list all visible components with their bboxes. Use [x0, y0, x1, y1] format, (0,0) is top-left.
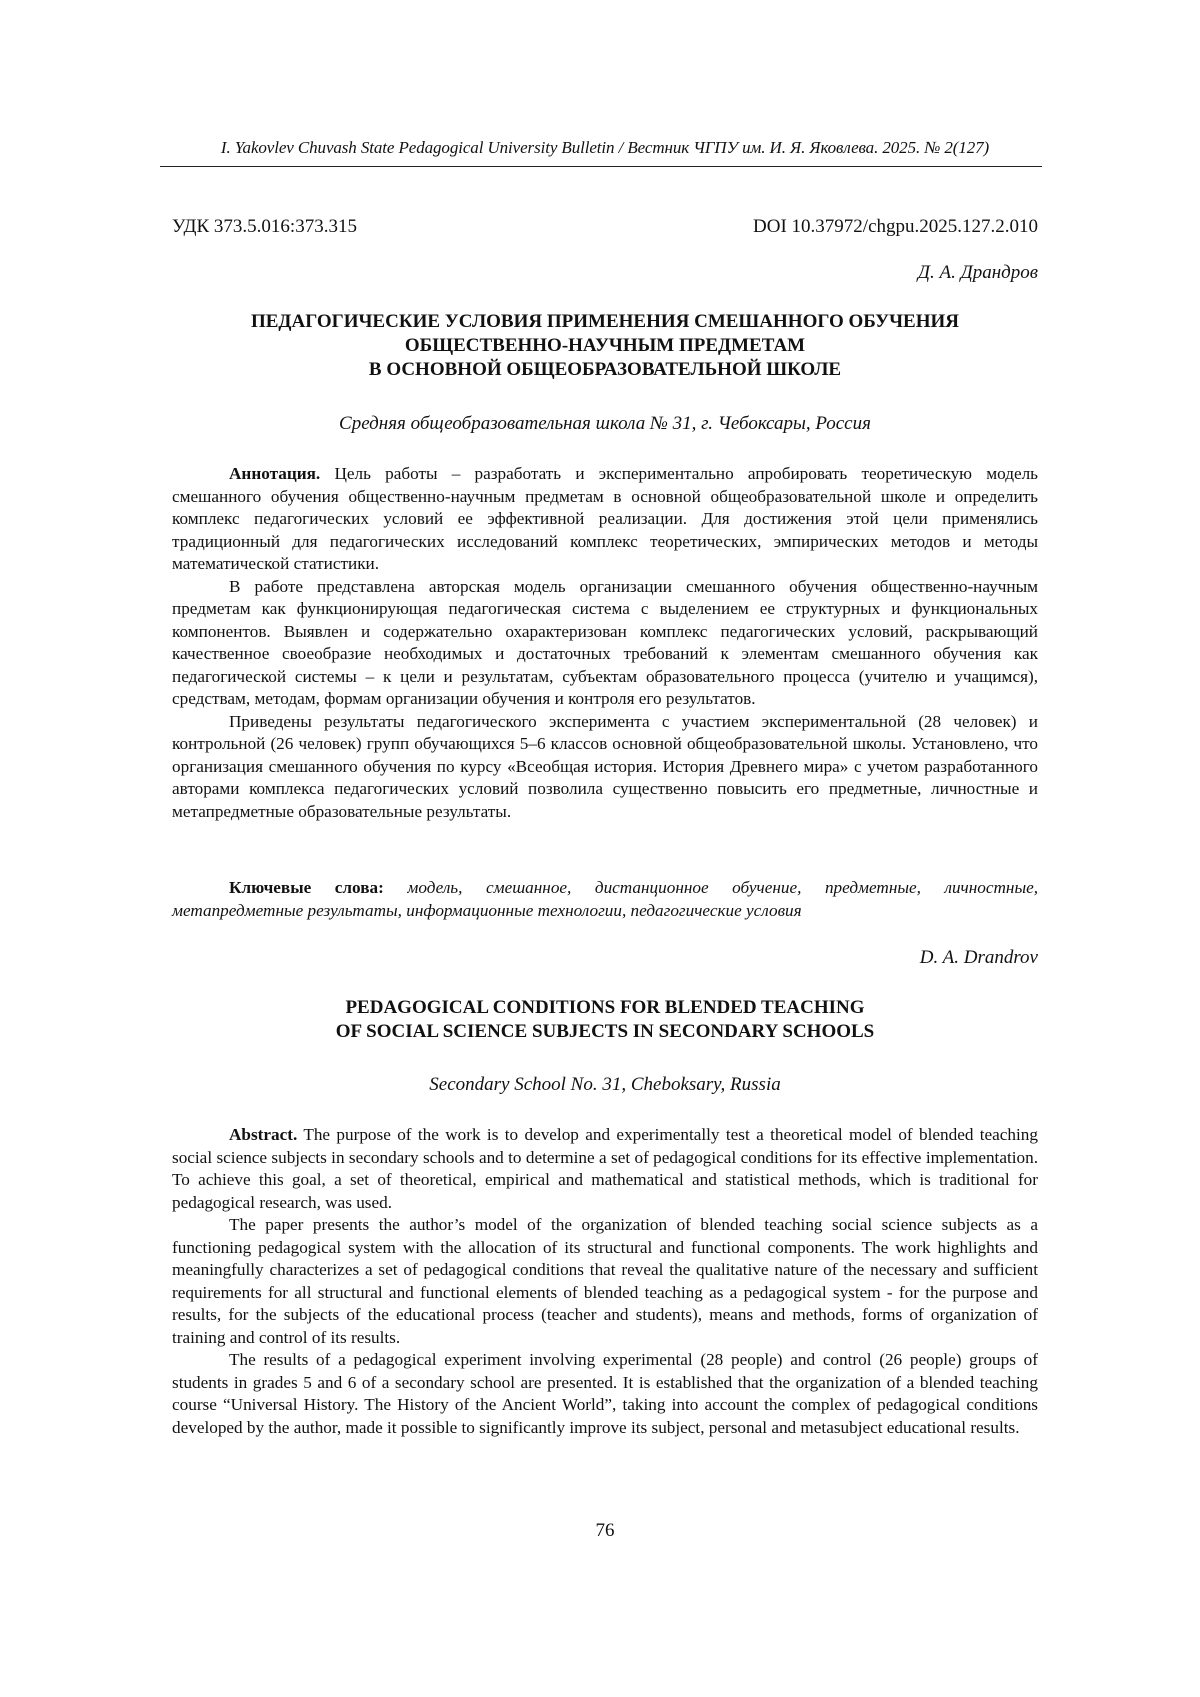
- abstract-ru-label: Аннотация.: [229, 464, 321, 483]
- header-rule: [160, 166, 1042, 167]
- keywords-ru-label: Ключевые слова:: [229, 878, 384, 897]
- abstract-en-paragraph: The results of a pedagogical experiment involving experimental (28 people) and control (26 people) groups of students in grades 5 and 6 of a secondary school are presented. It is established that the organization of a blended teaching course “Universal History. The History of the Ancient World”, taking into account the complex of pedagogical conditions developed by the author, made it possible to significantly improve its subject, personal and metasubject educational results.: [172, 1350, 1038, 1437]
- abstract-ru-text: Цель работы – разработать и экспериментально апробировать теоретическую модель смешанного обучения общественно-научным предметам в основной общеобразовательной школе и определить комплекс педагогических условий ее эффективной реализации. Для достижения этой цели применялись традиционный для педагогических исследований комплекс теоретических, эмпирических методов и методы математической статистики.: [172, 464, 1038, 573]
- title-ru-line: ОБЩЕСТВЕННО-НАУЧНЫМ ПРЕДМЕТАМ: [404, 335, 806, 356]
- title-ru: [172, 310, 1038, 382]
- udk-code: УДК 373.5.016:373.315: [172, 216, 357, 237]
- abstract-en: [172, 1124, 1038, 1439]
- title-en-line: PEDAGOGICAL CONDITIONS FOR BLENDED TEACHING: [345, 997, 865, 1018]
- keywords-ru: [172, 877, 1038, 922]
- abstract-ru-paragraph: Приведены результаты педагогического эксперимента с участием экспериментальной (28 человек) и контрольной (26 человек) групп обучающихся 5–6 классов основной общеобразовательной школы. Установлено, что организация смешанного обучения по курсу «Всеобщая история. История Древнего мира» с учетом разработанного авторами комплекса педагогических условий позволила существенно повысить его предметные, личностные и метапредметные образовательные результаты.: [172, 711, 1038, 821]
- keywords-ru-text: модель, смешанное, дистанционное обучение, предметные, личностные, метапредметные результаты, информационные технологии, педагогические условия: [172, 878, 1039, 920]
- abstract-en-paragraph: [172, 1124, 1038, 1214]
- title-ru-line: В ОСНОВНОЙ ОБЩЕОБРАЗОВАТЕЛЬНОЙ ШКОЛЕ: [368, 359, 842, 380]
- abstract-ru-paragraph: [172, 463, 1038, 576]
- abstract-en-label: Abstract.: [229, 1125, 298, 1144]
- page-number: 76: [595, 1520, 615, 1541]
- author-en: D. A. Drandrov: [919, 947, 1038, 968]
- affiliation-en: Secondary School No. 31, Cheboksary, Russia: [429, 1074, 781, 1095]
- title-en-line: OF SOCIAL SCIENCE SUBJECTS IN SECONDARY SCHOOLS: [335, 1021, 875, 1042]
- keywords-ru-paragraph: [172, 877, 1038, 922]
- abstract-ru-paragraph: В работе представлена авторская модель организации смешанного обучения общественно-научным предметам как функционирующая педагогическая система с выделением ее структурных и функциональных компонентов. Выявлен и содержательно охарактеризован комплекс педагогических условий, раскрывающий качественное своеобразие необходимых и достаточных требований к элементам смешанного обучения как педагогической системы – к цели и результатам, субъектам образовательного процесса (учителю и учащимся), средствам, методам, формам организации обучения и контроля его результатов.: [172, 576, 1038, 708]
- abstract-ru: [172, 463, 1038, 823]
- abstract-en-text: The purpose of the work is to develop and experimentally test a theoretical model of blended teaching social science subjects in secondary schools and to determine a set of pedagogical conditions for its effective implementation. To achieve this goal, a set of theoretical, empirical and mathematical and statistical methods, which is traditional for pedagogical research, was used.: [172, 1125, 1038, 1212]
- affiliation-ru: Средняя общеобразовательная школа № 31, г. Чебоксары, Россия: [339, 413, 871, 434]
- title-ru-line: ПЕДАГОГИЧЕСКИЕ УСЛОВИЯ ПРИМЕНЕНИЯ СМЕШАННОГО ОБУЧЕНИЯ: [250, 311, 960, 332]
- doi-code: DOI 10.37972/chgpu.2025.127.2.010: [753, 216, 1038, 237]
- abstract-en-paragraph: The paper presents the author’s model of the organization of blended teaching social science subjects as a functioning pedagogical system with the allocation of its structural and functional components. The work highlights and meaningfully characterizes a set of pedagogical conditions that reveal the qualitative nature of the necessary and sufficient requirements for all structural and functional elements of blended teaching as a pedagogical system - for the purpose and results, for the subjects of the educational process (teacher and students), means and methods, forms of organization of training and control of its results.: [172, 1215, 1038, 1347]
- author-ru: Д. А. Драндров: [917, 262, 1038, 283]
- title-en: [172, 996, 1038, 1044]
- running-head: I. Yakovlev Chuvash State Pedagogical University Bulletin / Вестник ЧГПУ им. И. Я. Яковлева. 2025. № 2(127): [220, 138, 990, 157]
